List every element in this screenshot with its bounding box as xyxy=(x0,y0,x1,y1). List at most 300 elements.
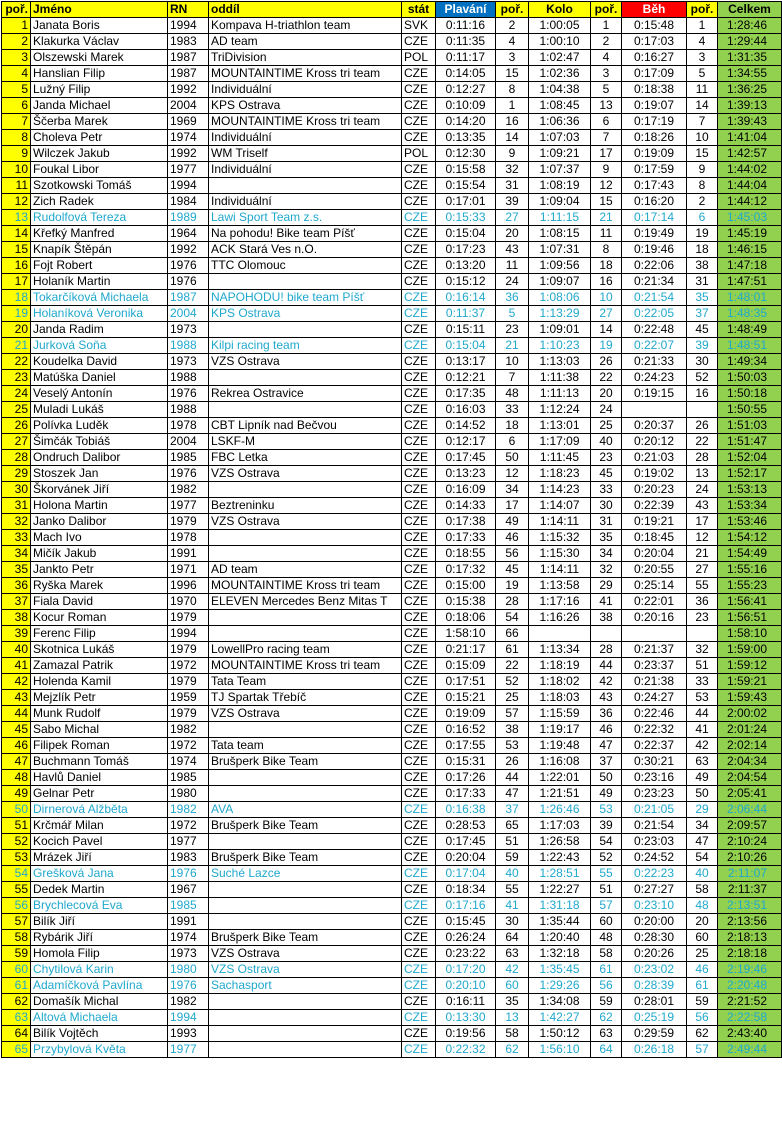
row-team: ELEVEN Mercedes Benz Mitas T xyxy=(209,594,402,610)
row-name: Holenda Kamil xyxy=(31,674,168,690)
row-name: Holona Martin xyxy=(31,498,168,514)
row-team: LSKF-M xyxy=(209,434,402,450)
row-total-time: 1:41:04 xyxy=(718,130,782,146)
row-swim-time: 0:15:38 xyxy=(436,594,496,610)
row-swim-rank: 66 xyxy=(496,626,529,642)
row-run-time: 0:26:18 xyxy=(622,1042,687,1058)
row-name: Sabo Michal xyxy=(31,722,168,738)
row-birth-year: 1969 xyxy=(168,114,209,130)
header-position: poř. xyxy=(2,2,31,18)
row-run-time: 0:18:26 xyxy=(622,130,687,146)
row-position: 44 xyxy=(2,706,31,722)
row-total-time: 1:52:17 xyxy=(718,466,782,482)
row-bike-rank: 57 xyxy=(591,898,622,914)
row-country: CZE xyxy=(402,354,436,370)
row-total-time: 1:53:46 xyxy=(718,514,782,530)
row-run-time: 0:17:59 xyxy=(622,162,687,178)
row-birth-year: 1979 xyxy=(168,674,209,690)
row-run-rank xyxy=(687,626,718,642)
row-name: Kocur Roman xyxy=(31,610,168,626)
row-total-time: 1:59:43 xyxy=(718,690,782,706)
row-run-time: 0:23:37 xyxy=(622,658,687,674)
row-bike-time: 1:02:36 xyxy=(529,66,591,82)
row-position: 10 xyxy=(2,162,31,178)
row-swim-rank: 63 xyxy=(496,946,529,962)
row-position: 15 xyxy=(2,242,31,258)
row-name: Mach Ivo xyxy=(31,530,168,546)
row-swim-time: 0:17:45 xyxy=(436,450,496,466)
row-birth-year: 1988 xyxy=(168,338,209,354)
row-run-rank: 43 xyxy=(687,498,718,514)
row-name: Hanslian Filip xyxy=(31,66,168,82)
row-run-time: 0:18:38 xyxy=(622,82,687,98)
row-country: CZE xyxy=(402,850,436,866)
table-row xyxy=(2,754,782,770)
row-country: CZE xyxy=(402,930,436,946)
row-name: Stoszek Jan xyxy=(31,466,168,482)
row-run-rank: 8 xyxy=(687,178,718,194)
row-birth-year: 1988 xyxy=(168,370,209,386)
row-bike-time: 1:56:10 xyxy=(529,1042,591,1058)
row-position: 28 xyxy=(2,450,31,466)
row-bike-rank: 30 xyxy=(591,498,622,514)
row-swim-time: 0:11:37 xyxy=(436,306,496,322)
row-total-time: 2:05:41 xyxy=(718,786,782,802)
row-bike-rank: 47 xyxy=(591,738,622,754)
row-bike-rank: 27 xyxy=(591,306,622,322)
row-name: Mičík Jakub xyxy=(31,546,168,562)
row-country: CZE xyxy=(402,290,436,306)
table-row xyxy=(2,818,782,834)
row-name: Chytilová Karin xyxy=(31,962,168,978)
row-team: FBC Letka xyxy=(209,450,402,466)
row-birth-year: 1972 xyxy=(168,818,209,834)
row-name: Rybárik Jiří xyxy=(31,930,168,946)
row-swim-time: 0:15:00 xyxy=(436,578,496,594)
row-birth-year: 1973 xyxy=(168,946,209,962)
row-country: CZE xyxy=(402,338,436,354)
row-bike-rank: 6 xyxy=(591,114,622,130)
table-row xyxy=(2,578,782,594)
row-run-time: 0:23:02 xyxy=(622,962,687,978)
row-team xyxy=(209,770,402,786)
row-country: CZE xyxy=(402,466,436,482)
row-swim-rank: 44 xyxy=(496,770,529,786)
row-team: AD team xyxy=(209,562,402,578)
row-swim-time: 0:17:26 xyxy=(436,770,496,786)
row-run-time: 0:20:00 xyxy=(622,914,687,930)
row-run-time: 0:24:23 xyxy=(622,370,687,386)
header-birth-year: RN xyxy=(168,2,209,18)
row-swim-rank: 65 xyxy=(496,818,529,834)
row-country: CZE xyxy=(402,706,436,722)
row-total-time: 1:29:44 xyxy=(718,34,782,50)
row-country: CZE xyxy=(402,258,436,274)
table-row xyxy=(2,450,782,466)
row-team xyxy=(209,274,402,290)
row-name: Mrázek Jiří xyxy=(31,850,168,866)
row-run-time: 0:22:39 xyxy=(622,498,687,514)
row-run-rank: 15 xyxy=(687,146,718,162)
row-bike-rank: 26 xyxy=(591,354,622,370)
row-bike-time: 1:50:12 xyxy=(529,1026,591,1042)
row-run-rank: 51 xyxy=(687,658,718,674)
row-team: VZS Ostrava xyxy=(209,706,402,722)
row-swim-time: 0:21:17 xyxy=(436,642,496,658)
row-bike-time: 1:20:40 xyxy=(529,930,591,946)
row-swim-rank: 60 xyxy=(496,978,529,994)
row-run-rank: 28 xyxy=(687,450,718,466)
row-swim-rank: 3 xyxy=(496,50,529,66)
row-team: Individuální xyxy=(209,194,402,210)
table-row xyxy=(2,370,782,386)
row-bike-rank: 39 xyxy=(591,818,622,834)
table-row xyxy=(2,514,782,530)
row-swim-time: 0:13:23 xyxy=(436,466,496,482)
row-position: 18 xyxy=(2,290,31,306)
row-country: CZE xyxy=(402,370,436,386)
row-position: 57 xyxy=(2,914,31,930)
row-run-time: 0:20:37 xyxy=(622,418,687,434)
row-swim-time: 0:11:16 xyxy=(436,18,496,34)
row-name: Altová Michaela xyxy=(31,1010,168,1026)
row-swim-rank: 25 xyxy=(496,690,529,706)
table-row xyxy=(2,354,782,370)
row-bike-rank: 36 xyxy=(591,706,622,722)
row-name: Šimčák Tobiáš xyxy=(31,434,168,450)
row-birth-year: 1974 xyxy=(168,754,209,770)
row-bike-time: 1:12:24 xyxy=(529,402,591,418)
row-bike-rank: 50 xyxy=(591,770,622,786)
row-country: CZE xyxy=(402,434,436,450)
row-bike-time: 1:16:26 xyxy=(529,610,591,626)
row-name: Zamazal Patrik xyxy=(31,658,168,674)
row-swim-rank: 53 xyxy=(496,738,529,754)
row-bike-time: 1:34:08 xyxy=(529,994,591,1010)
row-bike-time: 1:28:51 xyxy=(529,866,591,882)
row-swim-time: 0:17:32 xyxy=(436,562,496,578)
row-birth-year: 1977 xyxy=(168,834,209,850)
row-run-rank: 16 xyxy=(687,386,718,402)
row-run-time: 0:15:48 xyxy=(622,18,687,34)
row-birth-year: 1978 xyxy=(168,530,209,546)
row-total-time: 1:53:34 xyxy=(718,498,782,514)
row-country: CZE xyxy=(402,322,436,338)
row-run-rank: 2 xyxy=(687,194,718,210)
row-bike-time: 1:21:51 xyxy=(529,786,591,802)
row-bike-rank: 18 xyxy=(591,258,622,274)
row-name: Munk Rudolf xyxy=(31,706,168,722)
row-run-time: 0:24:52 xyxy=(622,850,687,866)
row-birth-year: 1994 xyxy=(168,1010,209,1026)
row-swim-time: 0:17:55 xyxy=(436,738,496,754)
row-team: Suché Lazce xyxy=(209,866,402,882)
row-name: Bilík Vojtěch xyxy=(31,1026,168,1042)
row-run-rank: 48 xyxy=(687,898,718,914)
row-swim-rank: 45 xyxy=(496,562,529,578)
row-team: VZS Ostrava xyxy=(209,946,402,962)
row-swim-time: 0:14:20 xyxy=(436,114,496,130)
row-run-rank: 21 xyxy=(687,546,718,562)
header-name: Jméno xyxy=(31,2,168,18)
row-bike-time: 1:35:44 xyxy=(529,914,591,930)
row-birth-year: 1976 xyxy=(168,978,209,994)
row-country: CZE xyxy=(402,626,436,642)
table-row xyxy=(2,706,782,722)
row-bike-time: 1:35:45 xyxy=(529,962,591,978)
row-team: Brušperk Bike Team xyxy=(209,754,402,770)
row-country: CZE xyxy=(402,818,436,834)
row-name: Janko Dalibor xyxy=(31,514,168,530)
table-row xyxy=(2,226,782,242)
row-total-time: 2:01:24 xyxy=(718,722,782,738)
row-run-rank: 30 xyxy=(687,354,718,370)
row-bike-time: 1:09:04 xyxy=(529,194,591,210)
row-run-time: 0:23:10 xyxy=(622,898,687,914)
row-name: Lužný Filip xyxy=(31,82,168,98)
row-run-rank: 38 xyxy=(687,258,718,274)
row-position: 19 xyxy=(2,306,31,322)
row-country: CZE xyxy=(402,306,436,322)
row-run-time: 0:22:01 xyxy=(622,594,687,610)
row-name: Filipek Roman xyxy=(31,738,168,754)
row-team: VZS Ostrava xyxy=(209,354,402,370)
row-bike-rank: 38 xyxy=(591,610,622,626)
row-swim-rank: 62 xyxy=(496,1042,529,1058)
row-birth-year: 1964 xyxy=(168,226,209,242)
row-run-rank: 25 xyxy=(687,946,718,962)
row-swim-rank: 22 xyxy=(496,658,529,674)
row-total-time: 1:54:49 xyxy=(718,546,782,562)
header-swim: Plavání xyxy=(436,2,496,18)
row-run-rank: 11 xyxy=(687,82,718,98)
row-swim-rank: 55 xyxy=(496,882,529,898)
row-swim-rank: 56 xyxy=(496,546,529,562)
row-birth-year: 1970 xyxy=(168,594,209,610)
row-run-rank: 61 xyxy=(687,978,718,994)
row-run-time: 0:28:39 xyxy=(622,978,687,994)
row-swim-time: 0:20:04 xyxy=(436,850,496,866)
row-total-time: 2:13:56 xyxy=(718,914,782,930)
row-total-time: 2:04:34 xyxy=(718,754,782,770)
row-swim-time: 0:17:45 xyxy=(436,834,496,850)
row-swim-time: 0:16:52 xyxy=(436,722,496,738)
row-birth-year: 1985 xyxy=(168,898,209,914)
table-row xyxy=(2,114,782,130)
row-team: Brušperk Bike Team xyxy=(209,930,402,946)
row-name: Gelnar Petr xyxy=(31,786,168,802)
row-run-time: 0:21:05 xyxy=(622,802,687,818)
row-country: CZE xyxy=(402,562,436,578)
row-bike-rank: 19 xyxy=(591,338,622,354)
row-swim-rank: 34 xyxy=(496,482,529,498)
row-run-time: 0:21:34 xyxy=(622,274,687,290)
row-position: 51 xyxy=(2,818,31,834)
row-run-rank: 56 xyxy=(687,1010,718,1026)
row-team xyxy=(209,1010,402,1026)
row-bike-rank: 60 xyxy=(591,914,622,930)
row-bike-time: 1:14:11 xyxy=(529,514,591,530)
row-total-time: 2:10:26 xyxy=(718,850,782,866)
row-birth-year: 1959 xyxy=(168,690,209,706)
row-run-rank: 42 xyxy=(687,738,718,754)
row-run-rank: 23 xyxy=(687,610,718,626)
row-bike-rank: 7 xyxy=(591,130,622,146)
row-swim-rank: 41 xyxy=(496,898,529,914)
row-position: 4 xyxy=(2,66,31,82)
row-total-time: 1:42:57 xyxy=(718,146,782,162)
row-position: 43 xyxy=(2,690,31,706)
row-bike-time: 1:17:09 xyxy=(529,434,591,450)
row-name: Choleva Petr xyxy=(31,130,168,146)
row-run-time: 0:23:03 xyxy=(622,834,687,850)
row-run-time: 0:22:07 xyxy=(622,338,687,354)
row-birth-year: 1979 xyxy=(168,642,209,658)
row-total-time: 2:10:24 xyxy=(718,834,782,850)
row-swim-rank: 32 xyxy=(496,162,529,178)
header-country: stát xyxy=(402,2,436,18)
row-birth-year: 1982 xyxy=(168,722,209,738)
row-bike-rank: 8 xyxy=(591,242,622,258)
row-run-time: 0:23:16 xyxy=(622,770,687,786)
row-position: 13 xyxy=(2,210,31,226)
row-country: CZE xyxy=(402,482,436,498)
row-swim-time: 0:16:11 xyxy=(436,994,496,1010)
row-bike-rank: 56 xyxy=(591,978,622,994)
row-position: 2 xyxy=(2,34,31,50)
row-bike-rank: 48 xyxy=(591,930,622,946)
row-name: Matúška Daniel xyxy=(31,370,168,386)
row-birth-year: 1991 xyxy=(168,546,209,562)
row-position: 37 xyxy=(2,594,31,610)
row-team: Individuální xyxy=(209,82,402,98)
row-team xyxy=(209,1042,402,1058)
row-run-time: 0:19:15 xyxy=(622,386,687,402)
row-name: Olszewski Marek xyxy=(31,50,168,66)
row-swim-rank: 59 xyxy=(496,850,529,866)
row-position: 53 xyxy=(2,850,31,866)
row-swim-rank: 52 xyxy=(496,674,529,690)
row-position: 34 xyxy=(2,546,31,562)
table-row xyxy=(2,130,782,146)
row-team: WM Triself xyxy=(209,146,402,162)
header-run-rank: poř. xyxy=(687,2,718,18)
row-position: 45 xyxy=(2,722,31,738)
row-team: Individuální xyxy=(209,162,402,178)
row-run-time: 0:19:09 xyxy=(622,146,687,162)
row-swim-time: 0:17:04 xyxy=(436,866,496,882)
row-country: CZE xyxy=(402,866,436,882)
table-row xyxy=(2,322,782,338)
row-swim-time: 0:15:45 xyxy=(436,914,496,930)
table-row xyxy=(2,738,782,754)
row-bike-rank: 12 xyxy=(591,178,622,194)
row-team xyxy=(209,882,402,898)
row-run-time: 0:19:07 xyxy=(622,98,687,114)
row-bike-time: 1:13:58 xyxy=(529,578,591,594)
row-swim-rank: 19 xyxy=(496,578,529,594)
row-birth-year: 1992 xyxy=(168,82,209,98)
row-team xyxy=(209,834,402,850)
row-swim-time: 0:16:38 xyxy=(436,802,496,818)
row-country: CZE xyxy=(402,98,436,114)
table-row xyxy=(2,290,782,306)
row-bike-rank: 17 xyxy=(591,146,622,162)
row-country: CZE xyxy=(402,642,436,658)
row-position: 54 xyxy=(2,866,31,882)
row-country: POL xyxy=(402,146,436,162)
row-birth-year: 1983 xyxy=(168,850,209,866)
row-bike-time: 1:11:45 xyxy=(529,450,591,466)
row-swim-rank: 20 xyxy=(496,226,529,242)
row-total-time: 1:48:49 xyxy=(718,322,782,338)
row-bike-time: 1:08:15 xyxy=(529,226,591,242)
row-run-time: 0:17:14 xyxy=(622,210,687,226)
row-team: MOUNTAINTIME Kross tri team xyxy=(209,658,402,674)
row-swim-rank: 2 xyxy=(496,18,529,34)
row-bike-time: 1:22:01 xyxy=(529,770,591,786)
row-swim-rank: 36 xyxy=(496,290,529,306)
row-country: CZE xyxy=(402,1042,436,1058)
row-bike-time: 1:18:02 xyxy=(529,674,591,690)
row-swim-time: 0:17:33 xyxy=(436,786,496,802)
row-name: Adamíčková Pavlína xyxy=(31,978,168,994)
row-total-time: 1:45:03 xyxy=(718,210,782,226)
row-country: CZE xyxy=(402,946,436,962)
row-swim-time: 0:17:33 xyxy=(436,530,496,546)
table-row xyxy=(2,658,782,674)
row-swim-rank: 37 xyxy=(496,802,529,818)
header-swim-rank: poř. xyxy=(496,2,529,18)
row-name: Klakurka Václav xyxy=(31,34,168,50)
row-total-time: 1:44:02 xyxy=(718,162,782,178)
row-bike-time: 1:08:06 xyxy=(529,290,591,306)
row-run-rank: 9 xyxy=(687,162,718,178)
row-bike-rank xyxy=(591,626,622,642)
row-country: CZE xyxy=(402,242,436,258)
row-total-time: 1:58:10 xyxy=(718,626,782,642)
row-total-time: 2:13:51 xyxy=(718,898,782,914)
row-team: TriDivision xyxy=(209,50,402,66)
row-run-rank: 57 xyxy=(687,1042,718,1058)
row-run-time: 0:20:12 xyxy=(622,434,687,450)
row-run-rank: 4 xyxy=(687,34,718,50)
row-position: 61 xyxy=(2,978,31,994)
row-swim-rank: 24 xyxy=(496,274,529,290)
row-country: CZE xyxy=(402,66,436,82)
row-bike-rank: 28 xyxy=(591,642,622,658)
row-bike-rank: 22 xyxy=(591,370,622,386)
row-bike-time: 1:06:36 xyxy=(529,114,591,130)
row-swim-rank: 6 xyxy=(496,434,529,450)
row-position: 8 xyxy=(2,130,31,146)
row-total-time: 2:00:02 xyxy=(718,706,782,722)
table-row xyxy=(2,498,782,514)
row-run-time: 0:16:20 xyxy=(622,194,687,210)
row-birth-year: 1991 xyxy=(168,914,209,930)
row-position: 3 xyxy=(2,50,31,66)
row-swim-rank: 16 xyxy=(496,114,529,130)
table-row xyxy=(2,786,782,802)
row-swim-time: 0:10:09 xyxy=(436,98,496,114)
row-run-rank: 40 xyxy=(687,866,718,882)
row-country: CZE xyxy=(402,194,436,210)
table-row xyxy=(2,722,782,738)
row-team xyxy=(209,482,402,498)
table-row xyxy=(2,914,782,930)
row-bike-time: 1:16:08 xyxy=(529,754,591,770)
row-swim-rank: 18 xyxy=(496,418,529,434)
